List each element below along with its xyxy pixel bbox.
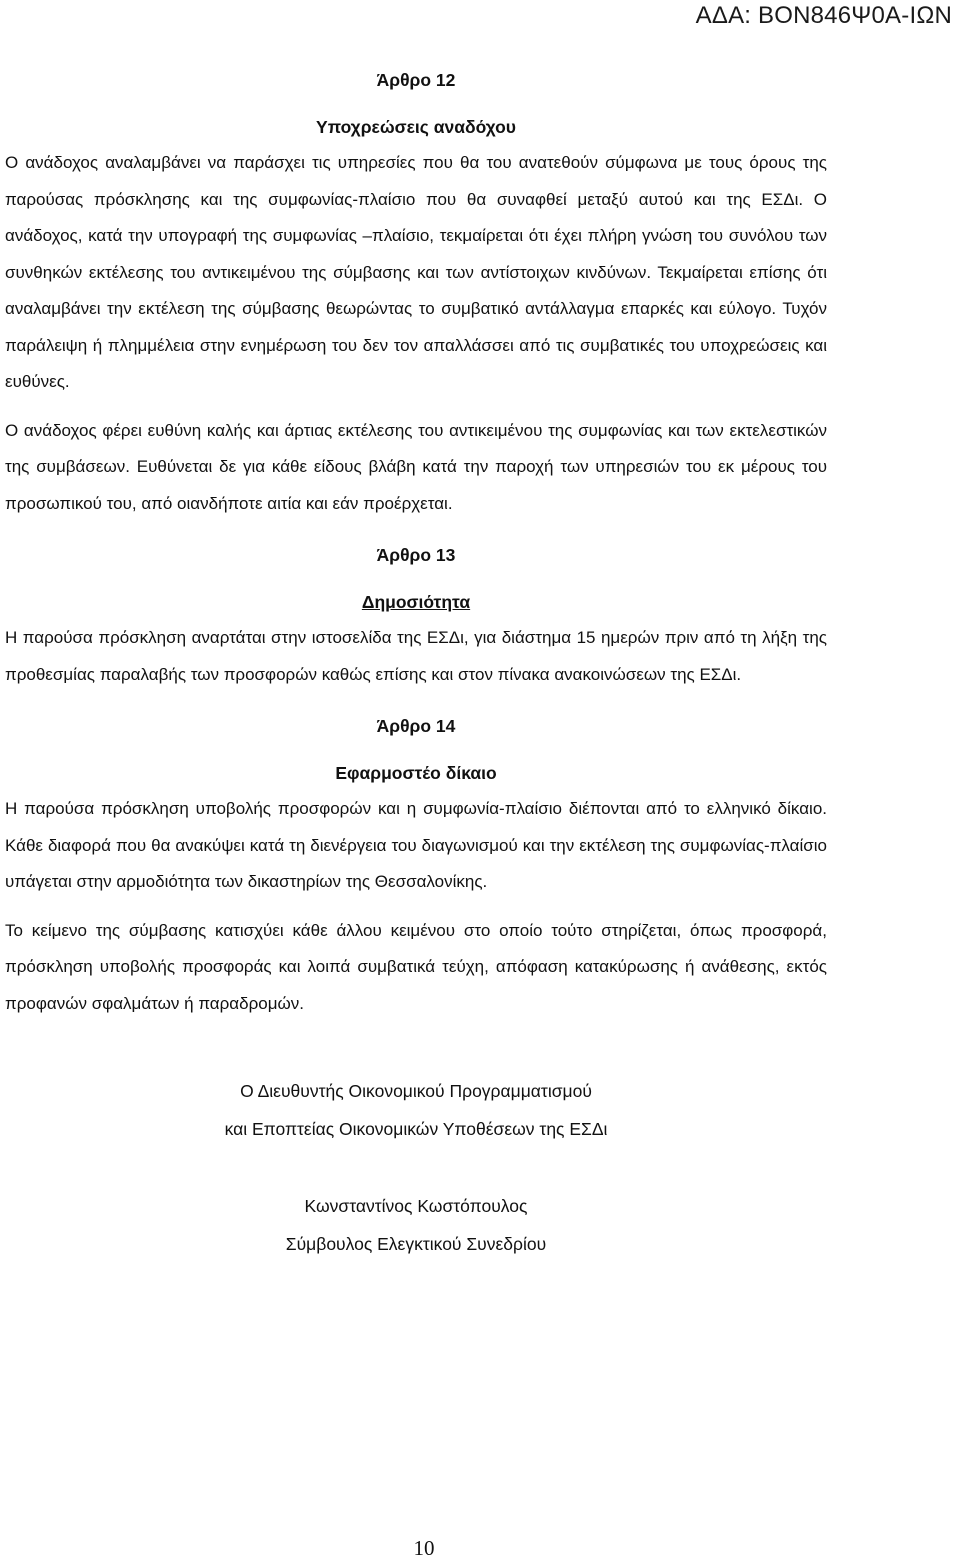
article-number: Άρθρο 12 (376, 70, 456, 90)
document-body (5, 62, 827, 1263)
paragraph: Το κείμενο της σύμβασης κατισχύει κάθε άλλου κειμένου στο οποίο τούτο στηρίζεται, όπως προσφορά, πρόσκληση υποβολής προσφοράς και λοιπά συμβατικά τεύχη, απόφαση κατακύρωσης ή ανάθεσης, εκτός προφανών σφαλμάτων ή παραδρομών. (5, 920, 827, 1013)
article-title (5, 584, 827, 620)
article-title: Υποχρεώσεις αναδόχου (316, 117, 516, 137)
signatory-role-line2: και Εποπτείας Οικονομικών Υποθέσεων της ΕΣΔι (224, 1119, 608, 1139)
paragraph: Η παρούσα πρόσκληση υποβολής προσφορών και η συμφωνία-πλαίσιο διέπονται από το ελληνικό δίκαιο. Κάθε διαφορά που θα ανακύψει κατά τη διενέργεια του διαγωνισμού και την εκτέλεση της συμφωνίας-πλαίσιο υπάγεται στην αρμοδιότητα των δικαστηρίων της Θεσσαλονίκης. (5, 799, 827, 891)
paragraph: Ο ανάδοχος φέρει ευθύνη καλής και άρτιας εκτέλεσης του αντικειμένου της συμφωνίας και των εκτελεστικών της συμβάσεων. Ευθύνεται δε για κάθε είδους βλάβη κατά την παροχή των υπηρεσιών του εκ μέρους του προσωπικού του, από οιανδήποτε αιτία και εάν προέρχεται. (5, 420, 827, 513)
article-13 (5, 537, 827, 693)
paragraph: Η παρούσα πρόσκληση αναρτάται στην ιστοσελίδα της ΕΣΔι, για διάστημα 15 ημερών πριν από τη λήξη της προθεσμίας παραλαβής των προσφορών καθώς επίσης και στον πίνακα ανακοινώσεων της ΕΣΔι. (5, 628, 827, 684)
signature-block (5, 1072, 827, 1263)
page-number: 10 (413, 1536, 435, 1560)
signatory-name: Κωνσταντίνος Κωστόπουλος (304, 1196, 528, 1216)
article-number: Άρθρο 13 (376, 545, 456, 565)
signatory-role-line1: Ο Διευθυντής Οικονομικού Προγραμματισμού (240, 1081, 592, 1101)
paragraph: Ο ανάδοχος αναλαμβάνει να παράσχει τις υπηρεσίες που θα του ανατεθούν σύμφωνα με τους όρους της παρούσας πρόσκλησης και της συμφωνίας-πλαίσιο που θα συναφθεί μεταξύ αυτού και της ΕΣΔι. Ο ανάδοχος, κατά την υπογραφή της συμφωνίας –πλαίσιο, τεκμαίρεται ότι έχει πλήρη γνώση του συνόλου των συνθηκών εκτέλεσης του αντικειμένου της σύμβασης και των αντίστοιχων κινδύνων. Τεκμαίρεται επίσης ότι αναλαμβάνει την εκτέλεση της σύμβασης θεωρώντας το συμβατικό αντάλλαγμα επαρκές και εύλογο. Τυχόν παράλειψη ή πλημμέλεια στην ενημέρωση του δεν τον απαλλάσσει από τις συμβατικές του υποχρεώσεις και ευθύνες. (5, 153, 827, 391)
signatory-title: Σύμβουλος Ελεγκτικού Συνεδρίου (285, 1234, 547, 1254)
ada-code: ΑΔΑ: ΒΟΝ846Ψ0Α-ΙΩΝ (695, 2, 952, 29)
article-number: Άρθρο 14 (376, 716, 456, 736)
article-title: Εφαρμοστέο δίκαιο (335, 763, 497, 783)
article-14 (5, 708, 827, 1022)
article-12 (5, 62, 827, 522)
article-title-text: Δημοσιότητα (361, 592, 471, 612)
